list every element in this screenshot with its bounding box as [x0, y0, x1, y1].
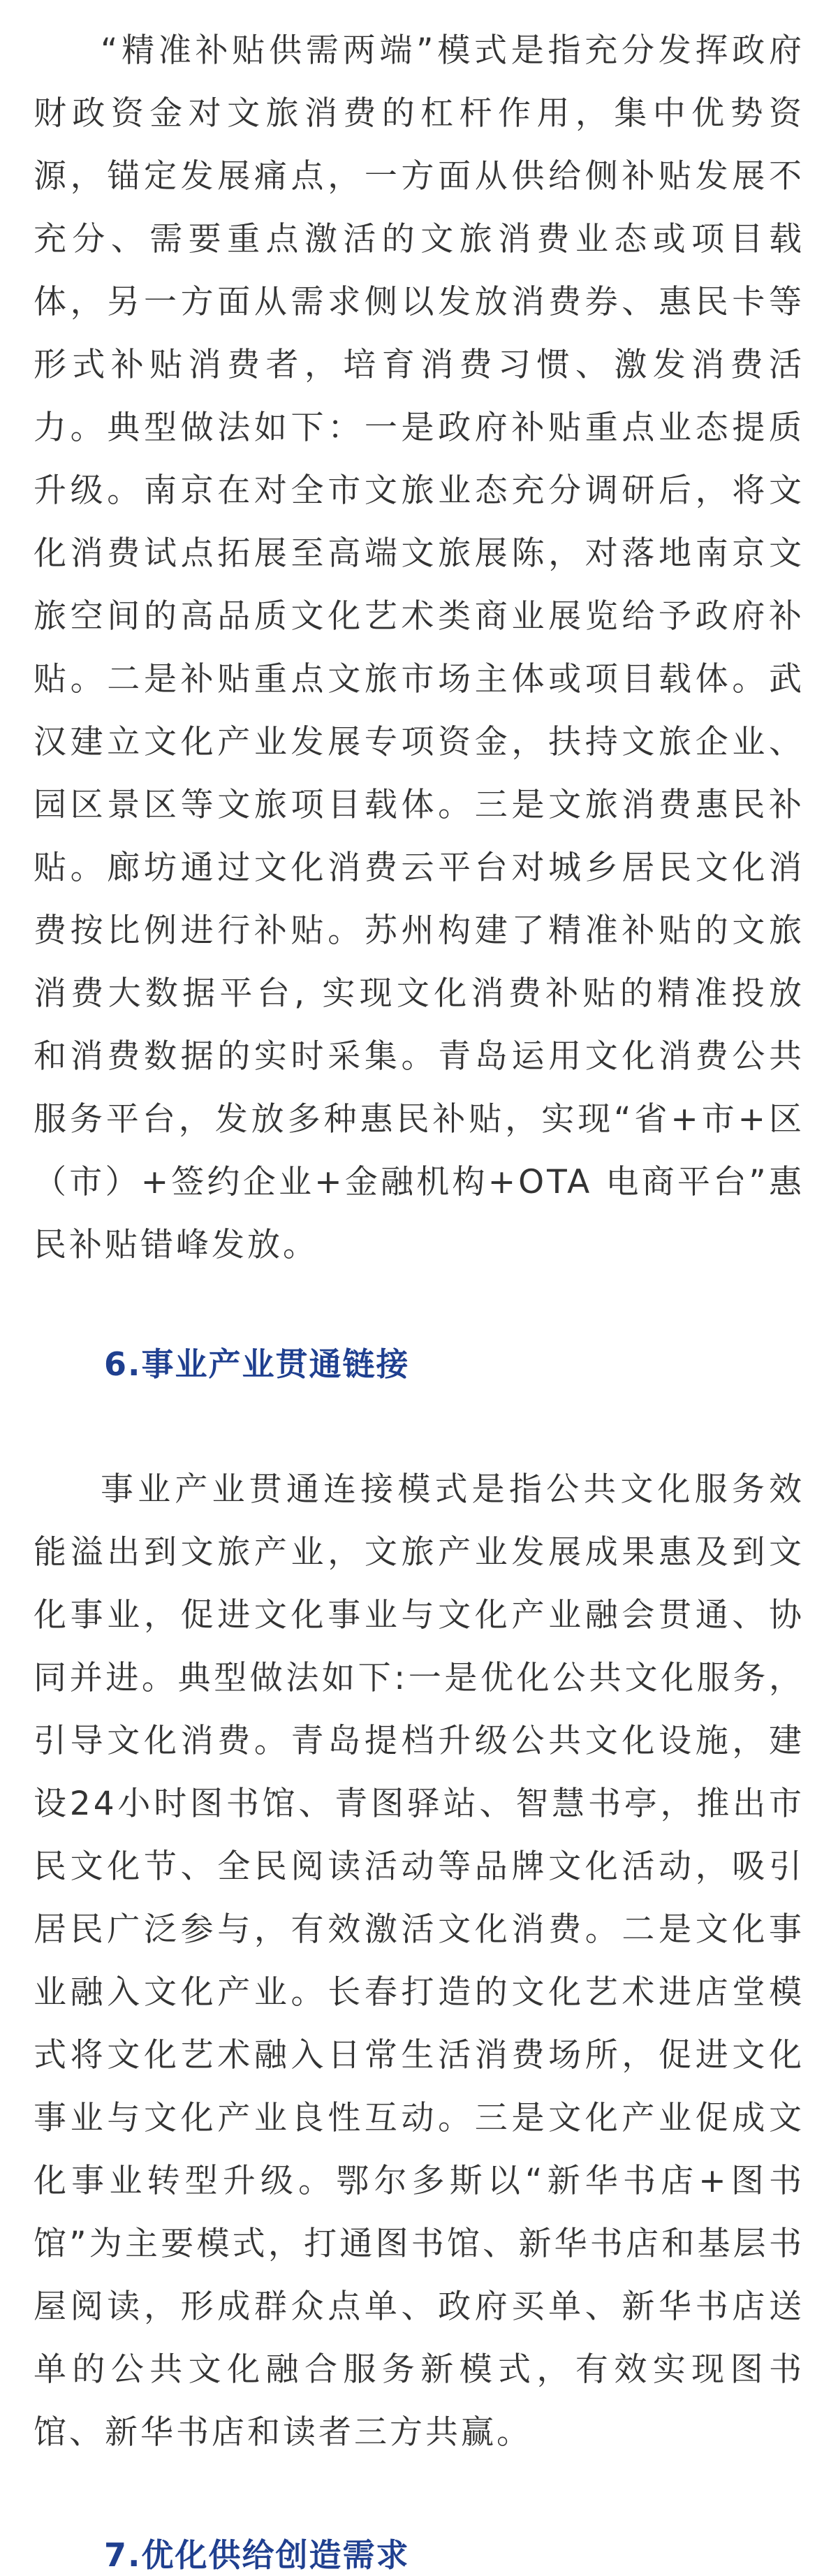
section-heading-6: 6.事业产业贯通链接 [104, 1345, 410, 1383]
article-body [34, 0, 804, 2576]
section-heading-7: 7.优化供给创造需求 [104, 2536, 410, 2574]
paragraph-industry-linkage: 事业产业贯通连接模式是指公共文化服务效能溢出到文旅产业，文旅产业发展成果惠及到文化事业，促进文化事业与文化产业融会贯通、协同并进。典型做法如下:一是优化公共文化服务，引导文化消费。青岛提档升级公共文化设施，建设24小时图书馆、青图驿站、智慧书亭，推出市民文化节、全民阅读活动等品牌文化活动，吸引居民广泛参与，有效激活文化消费。二是文化事业融入文化产业。长春打造的文化艺术进店堂模式将文化艺术融入日常生活消费场所，促进文化事业与文化产业良性互动。三是文化产业促成文化事业转型升级。鄂尔多斯以“新华书店+图书馆”为主要模式，打通图书馆、新华书店和基层书屋阅读，形成群众点单、政府买单、新华书店送单的公共文化融合服务新模式，有效实现图书馆、新华书店和读者三方共赢。 [34, 1470, 804, 2452]
paragraph-precise-subsidy: “精准补贴供需两端”模式是指充分发挥政府财政资金对文旅消费的杠杆作用，集中优势资源，锚定发展痛点，一方面从供给侧补贴发展不充分、需要重点激活的文旅消费业态或项目载体，另一方面从需求侧以发放消费券、惠民卡等形式补贴消费者，培育消费习惯、激发消费活力。典型做法如下：一是政府补贴重点业态提质升级。南京在对全市文旅业态充分调研后，将文化消费试点拓展至高端文旅展陈，对落地南京文旅空间的高品质文化艺术类商业展览给予政府补贴。二是补贴重点文旅市场主体或项目载体。武汉建立文化产业发展专项资金，扶持文旅企业、园区景区等文旅项目载体。三是文旅消费惠民补贴。廊坊通过文化消费云平台对城乡居民文化消费按比例进行补贴。苏州构建了精准补贴的文旅消费大数据平台, 实现文化消费补贴的精准投放和消费数据的实时采集。青岛运用文化消费公共服务平台，发放多种惠民补贴，实现“省+市+区（市）+签约企业+金融机构+OTA 电商平台”惠民补贴错峰发放。 [34, 31, 804, 1264]
